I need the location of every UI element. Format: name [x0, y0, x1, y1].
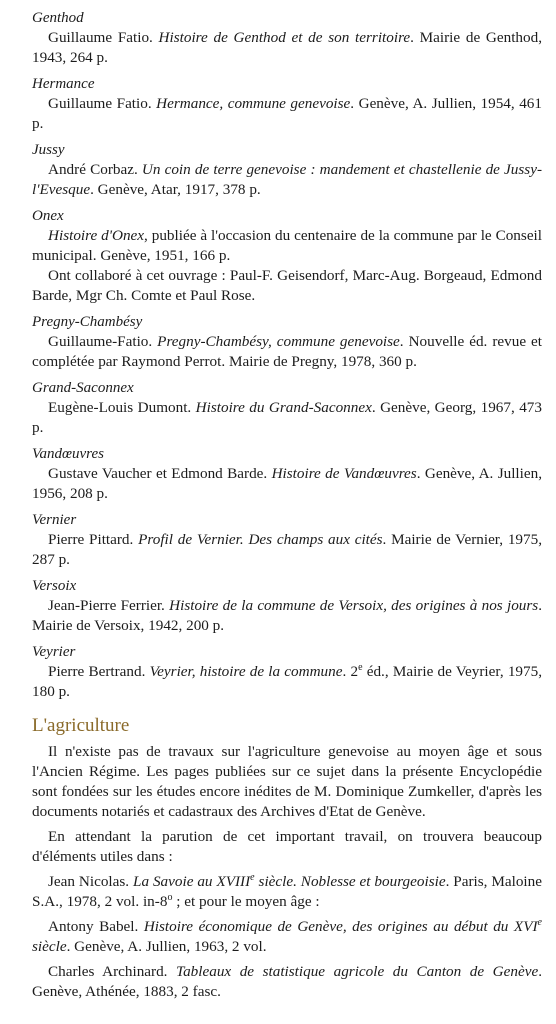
italic-title-text: siècle	[32, 938, 67, 955]
paragraph	[32, 226, 542, 266]
superscript-text: o	[167, 891, 173, 903]
place-heading: Onex	[32, 208, 64, 224]
text-run: . Genève, A. Jullien, 1963, 2 vol.	[66, 938, 267, 955]
paragraph	[32, 94, 542, 134]
paragraph	[32, 530, 542, 570]
text-run: Il n'existe pas de travaux sur l'agriculture genevoise au moyen âge et sous l'Ancien Régime. Les pages publiées sur ce sujet dans la présente Encyclopédie sont fondées sur les études encore inédites de M. Dominique Zumkeller, d'après les documents notariés et cadastraux des Archives d'Etat de Genève.	[32, 743, 542, 820]
text-run: Guillaume-Fatio.	[48, 333, 158, 350]
section-body	[32, 742, 542, 1002]
paragraph	[32, 398, 542, 438]
place-heading: Grand-Saconnex	[32, 380, 134, 396]
text-run: Jean-Pierre Ferrier.	[48, 597, 170, 614]
superscript-text: e	[537, 916, 542, 928]
italic-title-text: Histoire d'Onex	[48, 227, 145, 244]
place-heading: Hermance	[32, 76, 95, 92]
paragraph	[32, 742, 542, 822]
superscript-text: e	[358, 661, 363, 673]
bibliography-entry	[32, 140, 542, 200]
place-heading: Genthod	[32, 10, 84, 26]
paragraph	[32, 872, 542, 912]
text-run: . Genève, Athénée, 1883, 2 fasc.	[32, 963, 542, 1000]
text-run: . Mairie de Vernier, 1975, 287 p.	[32, 531, 542, 568]
italic-title-text: Histoire de Genthod et de son territoire	[158, 29, 411, 46]
paragraph	[32, 962, 542, 1002]
bibliography-entry	[32, 312, 542, 372]
italic-title-text: Histoire économique de Genève, des origines au début du XVI	[143, 918, 538, 935]
text-run: Gustave Vaucher et Edmond Barde.	[48, 465, 272, 482]
superscript-text: e	[250, 871, 255, 883]
italic-title-text: Veyrier, histoire de la commune	[149, 663, 343, 680]
text-run: En attendant la parution de cet important travail, on trouvera beaucoup d'éléments utiles dans :	[32, 828, 542, 865]
text-run: , publiée à l'occasion du centenaire de la commune par le Conseil municipal. Genève, 1951, 166 p.	[32, 227, 542, 264]
text-run: Guillaume Fatio.	[48, 95, 157, 112]
paragraph	[32, 917, 542, 957]
italic-title-text: Histoire de la commune de Versoix, des origines à nos jours	[169, 597, 539, 614]
text-run: . Mairie de Genthod, 1943, 264 p.	[32, 29, 542, 66]
italic-title-text: Profil de Vernier. Des champs aux cités	[138, 531, 383, 548]
italic-title-text: Histoire de Vandœuvres	[271, 465, 417, 482]
agriculture-section	[32, 714, 542, 1002]
paragraph	[32, 662, 542, 702]
text-run: André Corbaz.	[48, 161, 142, 178]
place-heading: Versoix	[32, 578, 77, 594]
italic-title-text: Hermance, commune genevoise	[156, 95, 351, 112]
paragraph	[32, 266, 542, 306]
text-run: Pierre Pittard.	[48, 531, 139, 548]
place-heading: Vernier	[32, 512, 77, 528]
text-run: Jean Nicolas.	[48, 873, 133, 890]
text-run: Antony Babel.	[48, 918, 144, 935]
italic-title-text: Un coin de terre genevoise : mandement et chastellenie de Jussy-l'Evesque	[32, 161, 543, 198]
text-run: Eugène-Louis Dumont.	[48, 399, 196, 416]
text-run: . 2	[342, 663, 359, 680]
bibliography-entry	[32, 378, 542, 438]
text-run: . Genève, A. Jullien, 1956, 208 p.	[32, 465, 542, 502]
italic-title-text: Pregny-Chambésy, commune genevoise	[157, 333, 400, 350]
text-run: Guillaume Fatio.	[48, 29, 159, 46]
italic-title-text: La Savoie au XVIII	[133, 873, 251, 890]
place-heading: Pregny-Chambésy	[32, 314, 143, 330]
italic-title-text: Histoire du Grand-Saconnex	[195, 399, 372, 416]
bibliography-entry	[32, 206, 542, 306]
paragraph	[32, 28, 542, 68]
bibliography-entry	[32, 74, 542, 134]
bibliography-entry	[32, 642, 542, 702]
text-run: Ont collaboré à cet ouvrage : Paul-F. Geisendorf, Marc-Aug. Borgeaud, Edmond Barde, Mgr Ch. Comte et Paul Rose.	[32, 267, 542, 304]
section-title: L'agriculture	[32, 715, 130, 736]
text-run: . Genève, Atar, 1917, 378 p.	[90, 181, 261, 198]
text-run: éd., Mairie de Veyrier, 1975, 180 p.	[32, 663, 542, 700]
bibliography-entry	[32, 510, 542, 570]
text-run: . Genève, A. Jullien, 1954, 461 p.	[32, 95, 542, 132]
text-run: . Paris, Maloine S.A., 1978, 2 vol. in-8	[32, 873, 542, 910]
paragraph	[32, 160, 542, 200]
place-heading: Veyrier	[32, 644, 76, 660]
text-run: Pierre Bertrand.	[48, 663, 150, 680]
bibliography-entries	[32, 8, 542, 702]
paragraph	[32, 464, 542, 504]
place-heading: Vandœuvres	[32, 446, 104, 462]
paragraph	[32, 596, 542, 636]
paragraph	[32, 332, 542, 372]
italic-title-text: Tableaux de statistique agricole du Canton de Genève	[176, 963, 539, 980]
text-run: . Nouvelle éd. revue et complétée par Raymond Perrot. Mairie de Pregny, 1978, 360 p.	[32, 333, 543, 370]
italic-title-text: siècle. Noblesse et bourgeoisie	[254, 873, 446, 890]
text-run: Charles Archinard.	[48, 963, 177, 980]
text-run: . Genève, Georg, 1967, 473 p.	[32, 399, 542, 436]
bibliography-entry	[32, 576, 542, 636]
place-heading: Jussy	[32, 142, 65, 158]
bibliography-entry	[32, 444, 542, 504]
text-run: ; et pour le moyen âge :	[172, 893, 320, 910]
text-run: . Mairie de Versoix, 1942, 200 p.	[32, 597, 542, 634]
paragraph	[32, 827, 542, 867]
bibliography-entry	[32, 8, 542, 68]
